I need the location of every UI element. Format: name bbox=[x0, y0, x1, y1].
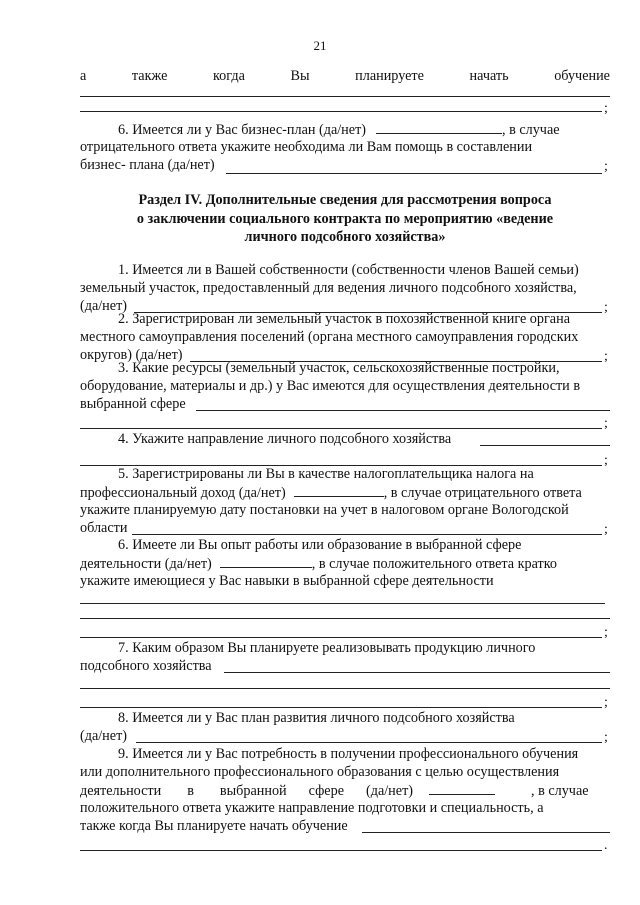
answer-line[interactable] bbox=[362, 832, 610, 833]
item-1-line-1: 1. Имеется ли в Вашей собственности (собственности членов Вашей семьи) bbox=[118, 262, 579, 278]
item-5-line-2: профессиональный доход (да/нет) , в случае отрицательного ответа bbox=[80, 485, 582, 501]
item-1-line-3: (да/нет) bbox=[80, 298, 127, 314]
answer-line[interactable] bbox=[80, 618, 610, 619]
item-6-line-2: деятельности (да/нет) , в случае положительного ответа кратко bbox=[80, 556, 558, 572]
item-4-line-1: 4. Укажите направление личного подсобного хозяйства bbox=[118, 431, 452, 447]
answer-field[interactable] bbox=[376, 121, 502, 134]
item-7-line-1: 7. Каким образом Вы планируете реализовывать продукцию личного bbox=[118, 640, 536, 656]
item-9-line-3: деятельности в выбранной сфере (да/нет) , в случае bbox=[80, 783, 589, 799]
item-9-line-4: положительного ответа укажите направление подготовки и специальность, а bbox=[80, 800, 544, 816]
item-5-line-3: укажите планируемую дату постановки на учет в налоговом органе Вологодской bbox=[80, 502, 569, 518]
answer-field[interactable] bbox=[220, 555, 312, 568]
page-number: 21 bbox=[313, 38, 327, 53]
answer-line[interactable] bbox=[132, 534, 602, 535]
answer-line[interactable] bbox=[196, 410, 610, 411]
item-8-line-2: (да/нет) bbox=[80, 728, 127, 744]
q6-line-3: бизнес- плана (да/нет) bbox=[80, 157, 215, 173]
answer-field[interactable] bbox=[294, 484, 384, 497]
top-line-1: а также когда Вы планируете начать обучение bbox=[80, 68, 610, 84]
section-heading-line-1: Раздел IV. Дополнительные сведения для рассмотрения вопроса bbox=[138, 192, 552, 208]
answer-line[interactable] bbox=[80, 96, 610, 97]
answer-line[interactable] bbox=[224, 672, 610, 673]
document-page: 21 а также когда Вы планируете начать обучение ; 6. Имеется ли у Вас бизнес-план (да/нет) , в случае отрицательного ответа укажите необходима ли Вам помощь в составлении бизнес- плана (да/нет) ; Раздел IV. Дополнительные сведения для рассмотрения вопроса о заключении социального контракта по мероприятию «ведение личного подсобного хозяйства» 1. Имеется ли в Вашей собственности (собственности членов Вашей семьи) земельный участок, предоставленный для ведения личного подсобного хозяйства, (да/нет) ; 2. Зарегистрирован ли земельный участок в похозяйственной книге органа местного самоуправления поселений (органа местного самоуправления городских округов) (да/нет) ; 3. Какие ресурсы (земельный участок, сельскохозяйственные постройки, оборудование, материалы и др.) у Вас имеются для осуществления деятельности в выбранной сфере ; 4. Укажите направление личного подсобного хозяйства ; 5. Зарегистрированы ли Вы в качестве налогоплательщика налога на профессиональный доход (да/нет) , в случае отрицательного ответа укажите планируемую дату постановки на учет в налоговом органе Вологодской области ; 6. Имеете ли Вы опыт работы или образование в выбранной сфере деятельности (да/нет) , в случае положительного ответа кратко укажите имеющиеся у Вас навыки в выбранной сфере деятельности ; 7. Каким образом Вы планируете реализовывать продукцию личного подсобного хозяйства ; 8. Имеется ли у Вас план развития личного подсобного хозяйства (да/нет) ; 9. Имеется ли у Вас потребность в получении профессионального обучения или дополнительного профессионального образования с целью осуществления деятельности в выбранной сфере (да/нет) , в случае положительного ответа укажите направление подготовки и специальность, а также когда Вы планируете начать обучение . bbox=[0, 0, 640, 905]
answer-line[interactable] bbox=[136, 742, 602, 743]
item-3-line-2: оборудование, материалы и др.) у Вас имеются для осуществления деятельности в bbox=[80, 378, 581, 394]
item-3-line-3: выбранной сфере bbox=[80, 396, 186, 412]
answer-line[interactable] bbox=[80, 850, 602, 851]
answer-line[interactable] bbox=[480, 445, 610, 446]
item-1-line-2: земельный участок, предоставленный для ведения личного подсобного хозяйства, bbox=[80, 280, 577, 296]
q6-line-1: 6. Имеется ли у Вас бизнес-план (да/нет) , в случае bbox=[118, 122, 560, 138]
answer-line[interactable] bbox=[226, 173, 602, 174]
item-7-line-2: подсобного хозяйства bbox=[80, 658, 212, 674]
answer-line[interactable] bbox=[80, 688, 610, 689]
item-9-line-1: 9. Имеется ли у Вас потребность в получении профессионального обучения bbox=[118, 746, 579, 762]
item-9-line-2: или дополнительного профессионального образования с целью осуществления bbox=[80, 764, 560, 780]
item-8-line-1: 8. Имеется ли у Вас план развития личного подсобного хозяйства bbox=[118, 710, 515, 726]
item-9-line-5: также когда Вы планируете начать обучение bbox=[80, 818, 348, 834]
item-6-line-3: укажите имеющиеся у Вас навыки в выбранной сфере деятельности bbox=[80, 573, 494, 589]
item-2-line-1: 2. Зарегистрирован ли земельный участок в похозяйственной книге органа bbox=[118, 311, 570, 327]
item-3-line-1: 3. Какие ресурсы (земельный участок, сельскохозяйственные постройки, bbox=[118, 360, 560, 376]
item-6-line-1: 6. Имеете ли Вы опыт работы или образование в выбранной сфере bbox=[118, 537, 522, 553]
answer-line[interactable] bbox=[80, 637, 602, 638]
answer-field[interactable] bbox=[429, 782, 495, 795]
item-5-line-4: области bbox=[80, 520, 128, 536]
q6-line-2: отрицательного ответа укажите необходима ли Вам помощь в составлении bbox=[80, 139, 533, 155]
section-heading-line-3: личного подсобного хозяйства» bbox=[244, 229, 446, 245]
answer-line[interactable] bbox=[80, 603, 605, 604]
answer-line[interactable] bbox=[80, 428, 602, 429]
item-2-line-2: местного самоуправления поселений (органа местного самоуправления городских bbox=[80, 329, 579, 345]
item-5-line-1: 5. Зарегистрированы ли Вы в качестве налогоплательщика налога на bbox=[118, 466, 534, 482]
answer-line[interactable] bbox=[80, 707, 602, 708]
item-2-line-3: округов) (да/нет) bbox=[80, 347, 183, 363]
answer-line[interactable] bbox=[80, 111, 602, 112]
section-heading-line-2: о заключении социального контракта по мероприятию «ведение bbox=[136, 211, 554, 227]
